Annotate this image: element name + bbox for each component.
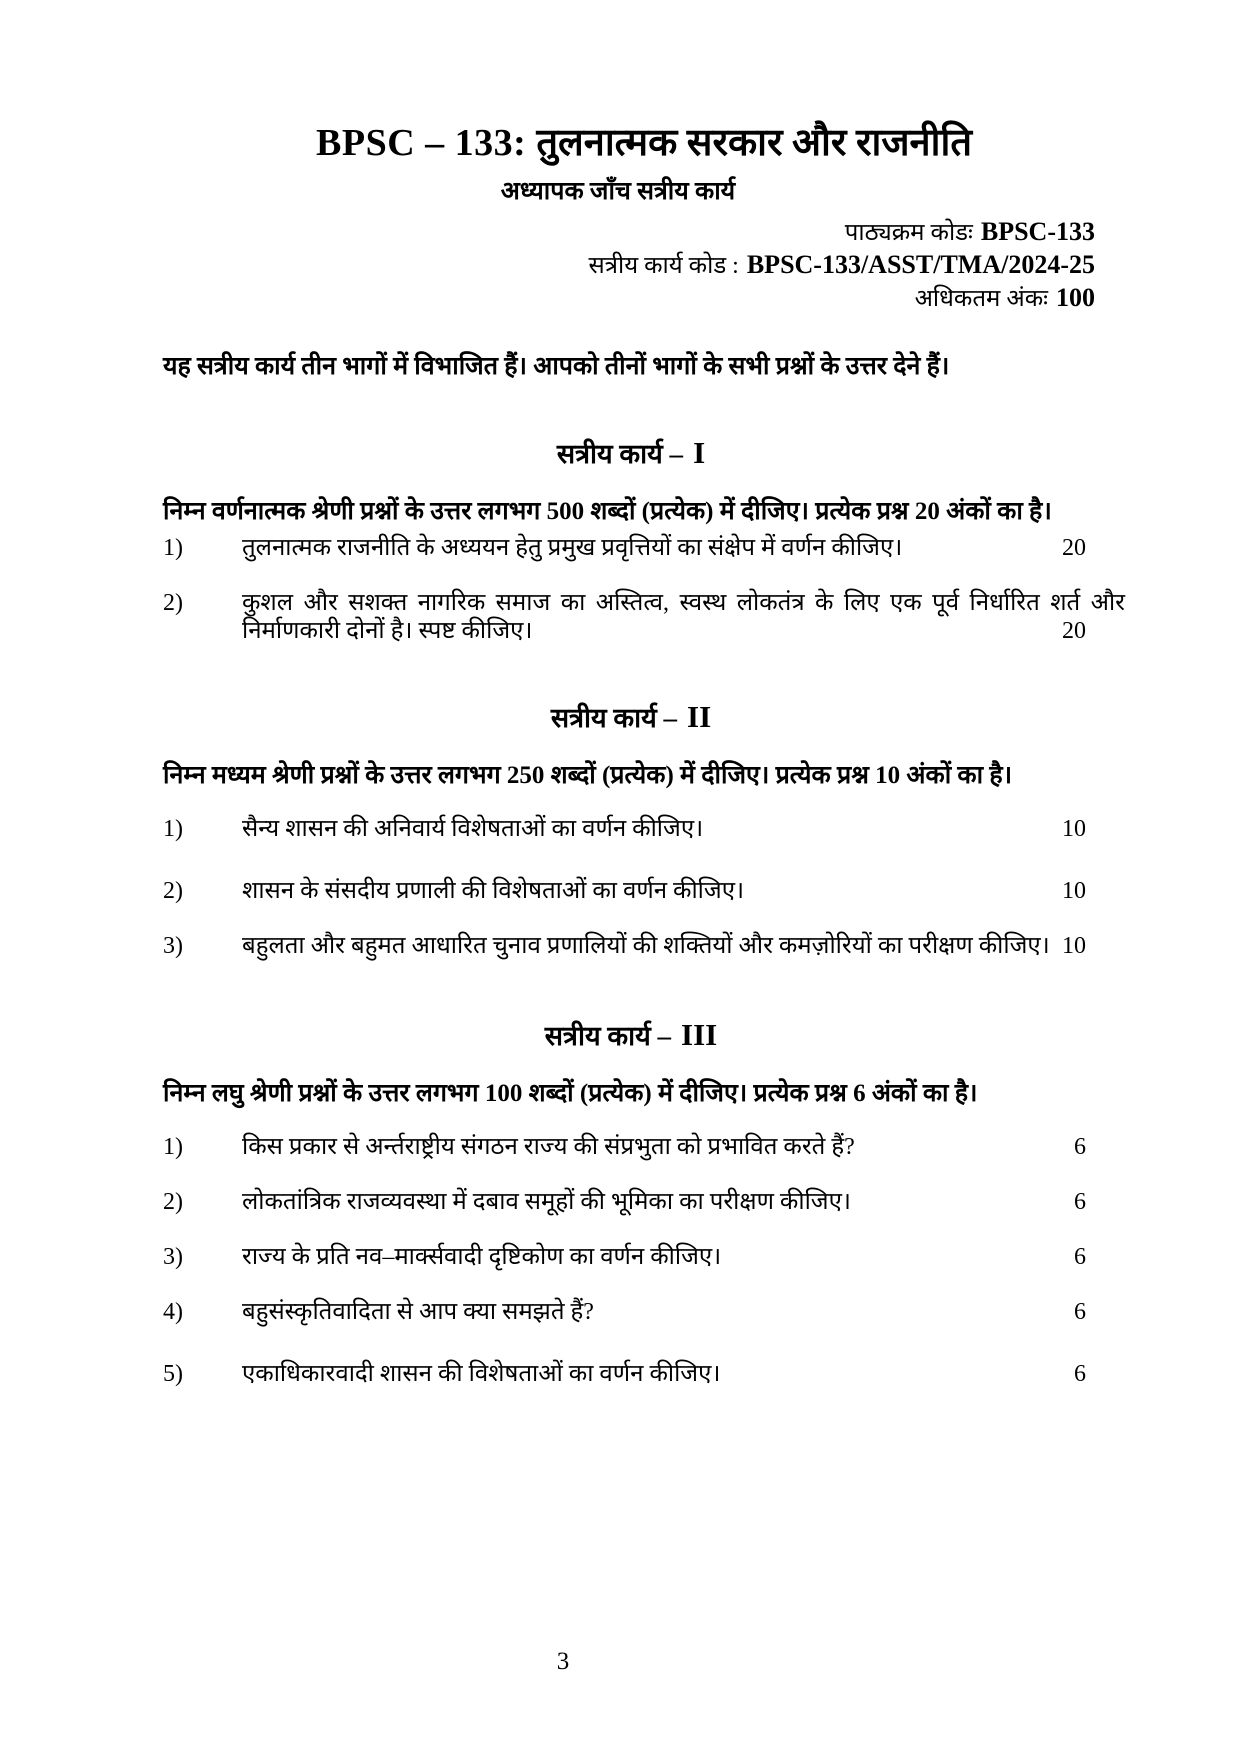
section-1-question-1 (163, 534, 1125, 562)
question-number: 1) (163, 816, 183, 842)
max-marks-label: अधिकतम अंकः (914, 286, 1048, 312)
section-2-heading-numeral: II (687, 699, 712, 734)
question-number: 1) (163, 1134, 183, 1160)
section-3-question-5 (163, 1360, 1125, 1388)
max-marks-line (163, 282, 1095, 315)
section-3-question-2 (163, 1188, 1125, 1216)
section-2-question-1 (163, 815, 1125, 843)
question-text: राज्य के प्रति नव–मार्क्सवादी दृष्टिकोण का वर्णन कीजिए। (242, 1244, 722, 1270)
section-3-heading-label: सत्रीय कार्य – (544, 1021, 671, 1051)
section-2-question-2 (163, 877, 1125, 905)
max-marks-value: 100 (1056, 283, 1095, 312)
question-text: सैन्य शासन की अनिवार्य विशेषताओं का वर्णन कीजिए। (242, 816, 704, 842)
page-subtitle: अध्यापक जाँच सत्रीय कार्य (500, 178, 736, 205)
section-1-heading (150, 435, 1112, 472)
question-text: शासन के संसदीय प्रणाली की विशेषताओं का वर्णन कीजिए। (242, 878, 745, 904)
section-2-heading (150, 699, 1112, 736)
section-3-instruction: निम्न लघु श्रेणी प्रश्नों के उत्तर लगभग 100 शब्दों (प्रत्येक) में दीजिए। प्रत्येक प्रश्न 6 अंकों का है। (163, 1080, 978, 1107)
question-number: 5) (163, 1361, 183, 1387)
question-marks: 6 (1074, 1299, 1086, 1325)
question-number: 2) (163, 590, 183, 616)
section-2-question-3 (163, 932, 1125, 960)
question-text: किस प्रकार से अर्न्तराष्ट्रीय संगठन राज्य की संप्रभुता को प्रभावित करते हैं? (242, 1134, 855, 1160)
section-3-heading-numeral: III (681, 1017, 718, 1052)
question-marks: 6 (1074, 1134, 1086, 1160)
course-code-label: पाठ्यक्रम कोडः (844, 220, 973, 246)
question-text: बहुलता और बहुमत आधारित चुनाव प्रणालियों की शक्तियों और कमज़ोरियों का परीक्षण कीजिए। (242, 933, 1050, 959)
intro-note: यह सत्रीय कार्य तीन भागों में विभाजित हैं। आपको तीनों भागों के सभी प्रश्नों के उत्तर देने हैं। (163, 353, 950, 380)
assignment-code-value: BPSC-133/ASST/TMA/2024-25 (746, 250, 1095, 279)
assignment-code-line (163, 249, 1095, 282)
section-1-question-2 (163, 589, 1125, 645)
section-2-instruction: निम्न मध्यम श्रेणी प्रश्नों के उत्तर लगभग 250 शब्दों (प्रत्येक) में दीजिए। प्रत्येक प्रश्न 10 अंकों का है। (163, 762, 1013, 789)
course-code-value: BPSC-133 (980, 217, 1095, 246)
section-3-question-4 (163, 1298, 1125, 1326)
page-number: 3 (556, 1648, 570, 1675)
course-title-hindi: तुलनात्मक सरकार और राजनीति (536, 122, 972, 164)
question-text: तुलनात्मक राजनीति के अध्ययन हेतु प्रमुख प्रवृत्तियों का संक्षेप में वर्णन कीजिए। (242, 535, 903, 561)
course-code-in-title: BPSC – 133: (316, 122, 527, 164)
question-text: लोकतांत्रिक राजव्यवस्था में दबाव समूहों की भूमिका का परीक्षण कीजिए। (242, 1189, 851, 1215)
section-1-heading-label: सत्रीय कार्य – (556, 439, 684, 469)
section-3-question-1 (163, 1133, 1125, 1161)
course-code-line (163, 216, 1095, 249)
question-number: 3) (163, 1244, 183, 1270)
question-number: 2) (163, 1189, 183, 1215)
section-3-heading (150, 1017, 1112, 1054)
question-text: बहुसंस्कृतिवादिता से आप क्या समझते हैं? (242, 1299, 594, 1325)
question-text: एकाधिकारवादी शासन की विशेषताओं का वर्णन कीजिए। (242, 1361, 721, 1387)
question-marks: 6 (1074, 1244, 1086, 1270)
section-1-heading-numeral: I (693, 435, 706, 470)
section-2-heading-label: सत्रीय कार्य – (550, 703, 678, 733)
question-marks: 6 (1074, 1361, 1086, 1387)
question-marks: 6 (1074, 1189, 1086, 1215)
section-1-instruction: निम्न वर्णनात्मक श्रेणी प्रश्नों के उत्तर लगभग 500 शब्दों (प्रत्येक) में दीजिए। प्रत्येक प्रश्न 20 अंकों का है। (163, 498, 1052, 525)
question-marks: 10 (1062, 878, 1086, 904)
question-number: 4) (163, 1299, 183, 1325)
question-number: 2) (163, 878, 183, 904)
question-text: कुशल और सशक्त नागरिक समाज का अस्तित्व, स्वस्थ लोकतंत्र के लिए एक पूर्व निर्धारित शर्त और निर्माणकारी दोनों है। स्पष्ट कीजिए। (242, 590, 1125, 644)
header-meta (163, 216, 1125, 315)
question-marks: 20 (1062, 535, 1086, 561)
question-number: 1) (163, 535, 183, 561)
question-marks: 10 (1062, 816, 1086, 842)
page-title (163, 118, 1125, 168)
section-3-question-3 (163, 1243, 1125, 1271)
question-marks: 20 (1062, 618, 1086, 644)
question-marks: 10 (1062, 933, 1086, 959)
question-number: 3) (163, 933, 183, 959)
assignment-code-label: सत्रीय कार्य कोड : (588, 253, 739, 279)
